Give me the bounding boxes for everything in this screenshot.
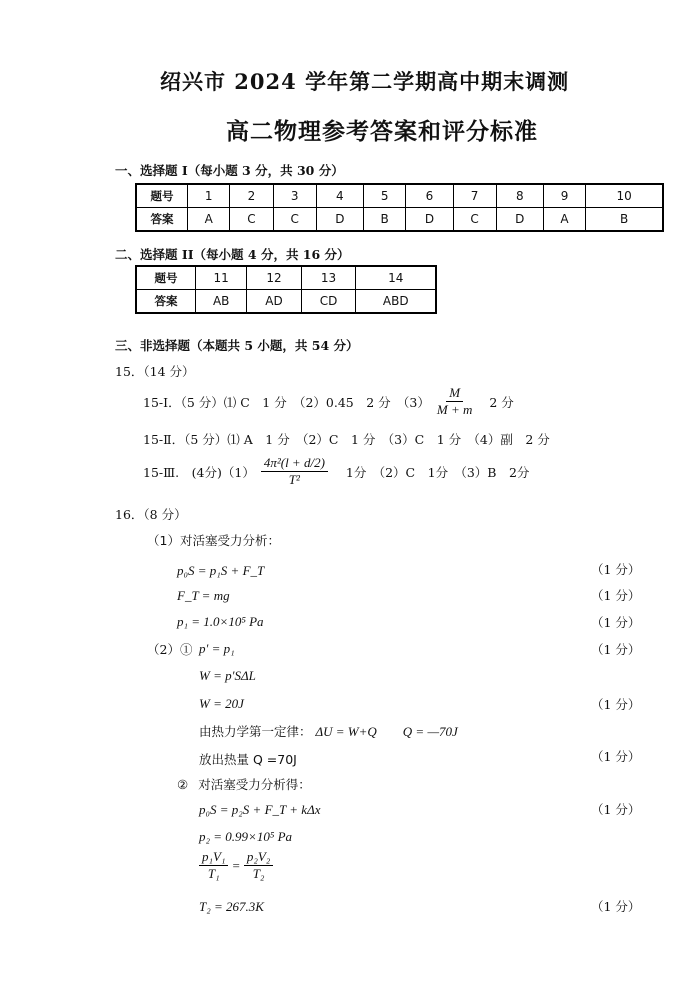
q15-heading: 15．（14 分） <box>115 364 195 379</box>
fraction-denominator: T² <box>288 472 300 487</box>
question-number: 11 <box>196 266 247 290</box>
equation-4: p′ = p₁ <box>199 641 235 656</box>
answer-cell: C <box>230 208 273 232</box>
answer-cell: ABD <box>356 290 436 314</box>
points-label: （1 分） <box>591 642 641 657</box>
q15-part-1-fraction <box>434 385 476 418</box>
answer-cell: C <box>273 208 316 232</box>
equals-sign: = <box>232 857 240 873</box>
answer-table-1 <box>135 183 664 232</box>
fraction-denominator: M + m <box>436 402 473 417</box>
q15-part-3-points: 1分 （2）C 1分 （3）B 2分 <box>345 464 530 480</box>
question-number: 4 <box>316 184 363 208</box>
q16-heading: 16．（8 分） <box>115 507 187 522</box>
table-row <box>136 184 663 208</box>
answer-cell: A <box>543 208 585 232</box>
points-label: （1 分） <box>591 749 641 764</box>
q15-part-1-text: 15-Ⅰ．（5 分）⑴ C 1 分 （2）0.45 2 分 （3） <box>143 394 430 410</box>
equation-9: p₀S = p₂S + F_T + kΔx <box>199 802 321 817</box>
gas-law-right-fraction <box>244 849 273 882</box>
question-number: 1 <box>188 184 230 208</box>
points-label: （1 分） <box>591 802 641 817</box>
force-analysis-text: 对活塞受力分析得： <box>198 777 311 792</box>
question-number: 10 <box>586 184 663 208</box>
answer-cell: D <box>406 208 453 232</box>
question-number: 6 <box>406 184 453 208</box>
points-label: （1 分） <box>591 588 641 603</box>
q16-part-1-heading: （1）对活塞受力分析： <box>147 533 280 548</box>
fraction-numerator: p₁V₁ <box>199 849 228 866</box>
table-row <box>136 266 436 290</box>
thermodynamics-law-math: ΔU = W+Q Q = —70J <box>315 724 458 739</box>
table-row <box>136 290 436 314</box>
question-number: 8 <box>496 184 543 208</box>
question-number: 7 <box>453 184 496 208</box>
equation-2: F_T = mg <box>177 588 230 603</box>
fraction-numerator: M <box>446 385 463 402</box>
answer-cell: C <box>453 208 496 232</box>
equation-7 <box>199 721 458 740</box>
points-label: （1 分） <box>591 562 641 577</box>
document-title: 绍兴市 2024 学年第二学期高中期末调测 <box>160 69 570 94</box>
q15-part-1-points: 2 分 <box>489 394 514 410</box>
q16-part-2-label: （2）① <box>147 642 193 657</box>
question-number: 13 <box>301 266 356 290</box>
question-number: 14 <box>356 266 436 290</box>
table-row <box>136 208 663 232</box>
q15-part-3-fraction <box>261 455 328 488</box>
gas-law-left-fraction <box>199 849 228 882</box>
section-2-heading: 二、选择题 II（每小题 4 分，共 16 分） <box>115 247 350 262</box>
q15-part-3 <box>143 455 529 488</box>
equation-5: W = p′SΔL <box>199 668 256 683</box>
heat-released-line: 放出热量 Q =70J <box>199 752 297 767</box>
fraction-numerator: p₂V₂ <box>244 849 273 866</box>
answer-table-2 <box>135 265 437 314</box>
answer-cell: CD <box>301 290 356 314</box>
fraction-denominator: T₁ <box>207 866 220 881</box>
section-3-heading: 三、非选择题（本题共 5 小题，共 54 分） <box>115 338 359 353</box>
row-label: 题号 <box>136 266 196 290</box>
q15-part-3-text: 15-Ⅲ. (4分)（1） <box>143 464 255 480</box>
q15-part-1 <box>143 385 514 418</box>
row-label: 答案 <box>136 290 196 314</box>
answer-cell: AB <box>196 290 247 314</box>
row-label: 答案 <box>136 208 188 232</box>
answer-cell: D <box>496 208 543 232</box>
answer-cell: A <box>188 208 230 232</box>
fraction-numerator: 4π²(l + d/2) <box>261 455 328 472</box>
answer-cell: AD <box>247 290 301 314</box>
q15-part-2: 15-Ⅱ．（5 分）⑴ A 1 分 （2）C 1 分 （3）C 1 分 （4）副 2 分 <box>143 432 550 447</box>
question-number: 9 <box>543 184 585 208</box>
section-1-heading: 一、选择题 I（每小题 3 分，共 30 分） <box>115 163 344 178</box>
equation-11 <box>199 849 273 882</box>
fraction-denominator: T₂ <box>252 866 265 881</box>
equation-10: p₂ = 0.99×10⁵ Pa <box>199 829 293 844</box>
answer-cell: B <box>363 208 405 232</box>
thermodynamics-law-text: 由热力学第一定律： <box>199 724 312 739</box>
points-label: （1 分） <box>591 697 641 712</box>
answer-cell: B <box>586 208 663 232</box>
equation-12: T₂ = 267.3K <box>199 899 264 914</box>
q16-part-2-sub-2 <box>177 775 311 793</box>
equation-1: p₀S = p₁S + F_T <box>177 563 265 578</box>
equation-3: p₁ = 1.0×10⁵ Pa <box>177 614 264 629</box>
row-label: 题号 <box>136 184 188 208</box>
question-number: 2 <box>230 184 273 208</box>
answer-cell: D <box>316 208 363 232</box>
question-number: 5 <box>363 184 405 208</box>
question-number: 12 <box>247 266 301 290</box>
points-label: （1 分） <box>591 899 641 914</box>
document-subtitle: 高二物理参考答案和评分标准 <box>226 118 538 145</box>
question-number: 3 <box>273 184 316 208</box>
circled-number-label: ② <box>177 777 189 792</box>
points-label: （1 分） <box>591 615 641 630</box>
equation-6: W = 20J <box>199 696 244 711</box>
